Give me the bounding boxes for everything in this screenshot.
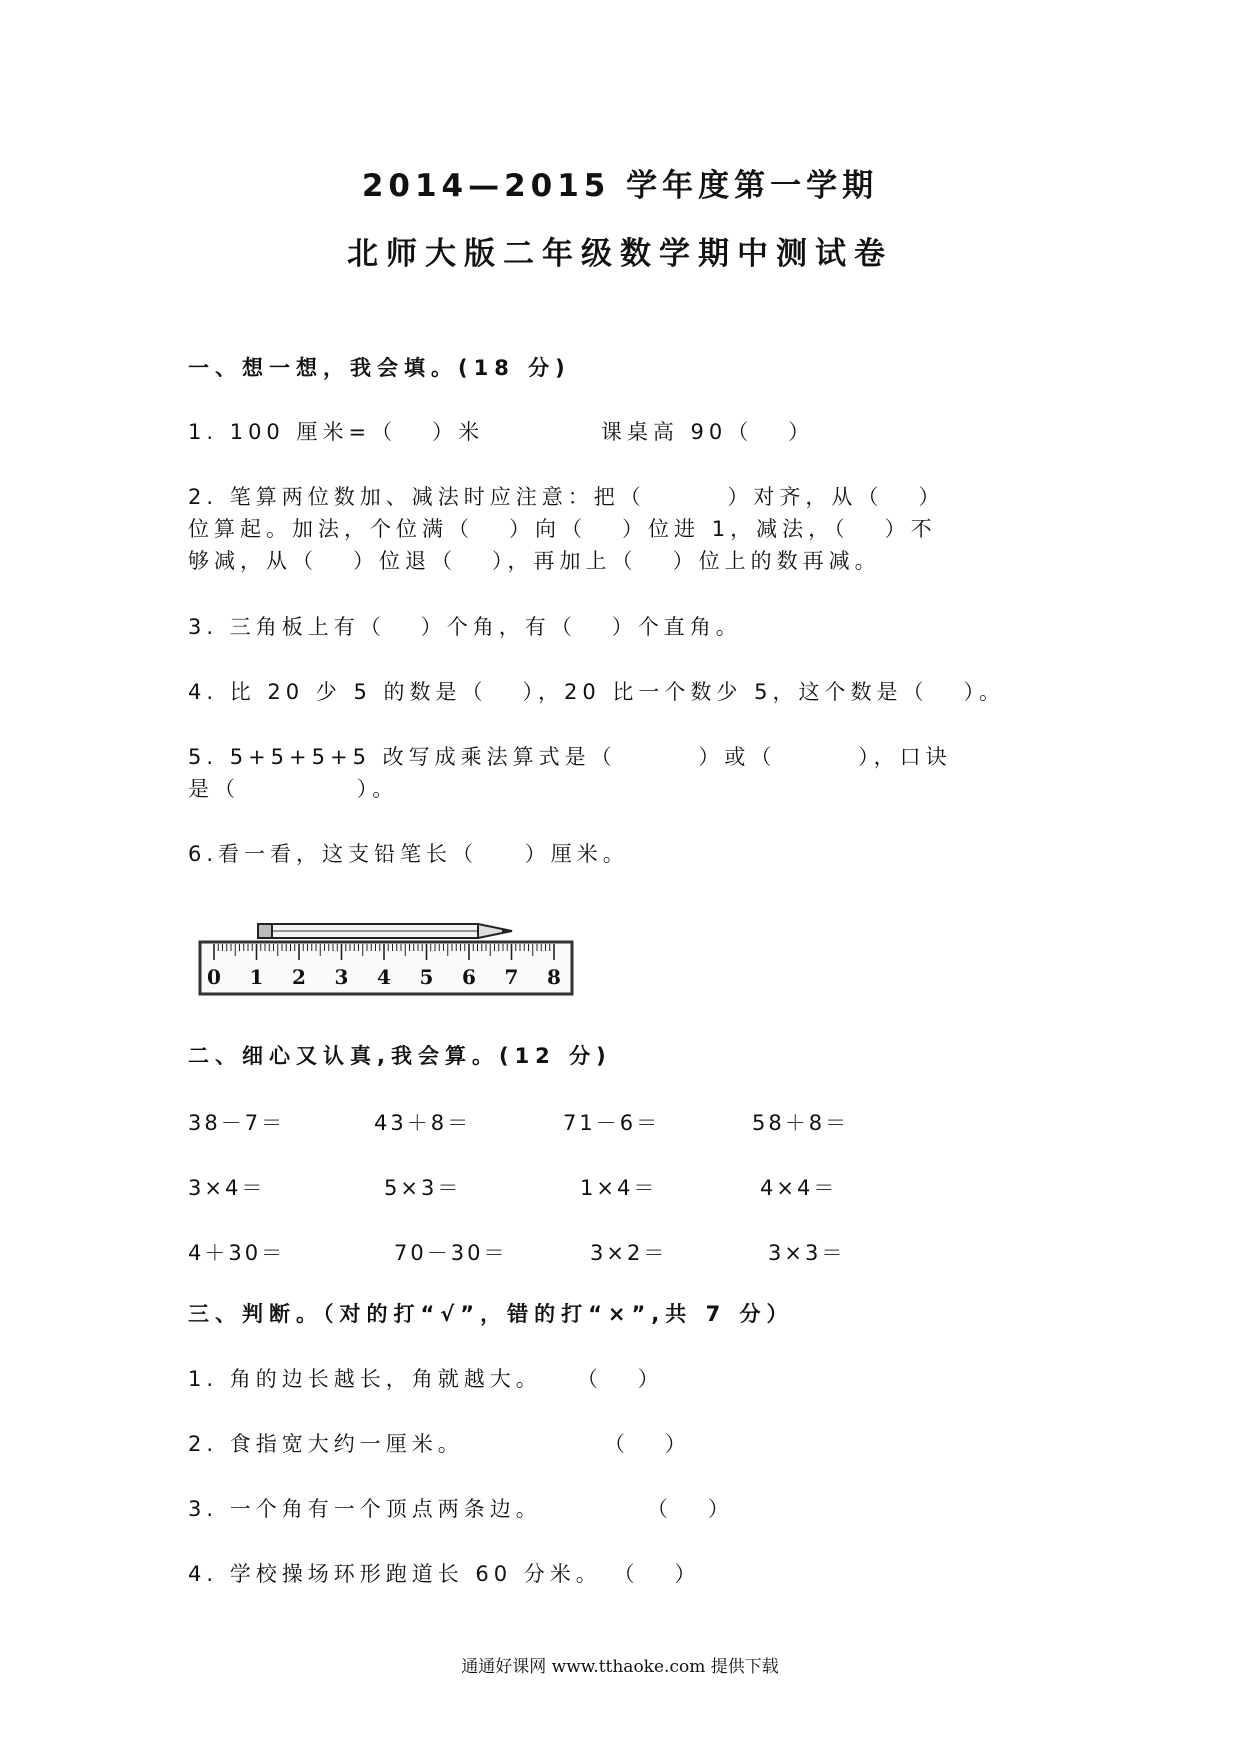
calc-r2-c1: 3×4＝ — [188, 1176, 266, 1200]
calc-r1-c4: 58＋8＝ — [752, 1111, 850, 1135]
section3-question-1: 1. 角的边长越长，角就越大。 （ ） — [188, 1367, 664, 1391]
ruler-icon — [200, 942, 572, 994]
calc-r2-c3: 1×4＝ — [580, 1176, 658, 1200]
section3-heading: 三、判断。（对的打“√”，错的打“×”,共 7 分） — [188, 1302, 794, 1326]
section1-question-2-line1: 2. 笔算两位数加、减法时应注意：把（ ）对齐，从（ ） — [188, 485, 945, 509]
section1-question-6: 6.看一看，这支铅笔长（ ）厘米。 — [188, 842, 629, 866]
pencil-icon — [258, 924, 512, 938]
calc-r1-c3: 71－6＝ — [563, 1111, 661, 1135]
ruler-number-1: 1 — [249, 965, 264, 989]
section2-heading: 二、细心又认真,我会算。(12 分) — [188, 1044, 612, 1068]
section3-question-2: 2. 食指宽大约一厘米。 （ ） — [188, 1432, 691, 1456]
pencil-ruler-illustration — [196, 914, 576, 1004]
section1-question-2-line2: 位算起。加法，个位满（ ）向（ ）位进 1，减法，（ ）不 — [188, 517, 937, 541]
ruler-number-4: 4 — [377, 965, 391, 989]
section1-question-5-line1: 5. 5+5+5+5 改写成乘法算式是（ ）或（ ），口诀 — [188, 745, 952, 769]
calc-r1-c2: 43＋8＝ — [374, 1111, 472, 1135]
footer-source-text: 通通好课网 www.tthaoke.com 提供下载 — [461, 1657, 779, 1677]
section1-question-4: 4. 比 20 少 5 的数是（ ），20 比一个数少 5，这个数是（ ）。 — [188, 680, 1005, 704]
section1-question-3: 3. 三角板上有（ ）个角，有（ ）个直角。 — [188, 615, 742, 639]
ruler-number-7: 7 — [504, 965, 519, 989]
calc-r3-c3: 3×2＝ — [590, 1241, 668, 1265]
section1-question-2-line3: 够减，从（ ）位退（ ），再加上（ ）位上的数再减。 — [188, 549, 881, 573]
title-line-1: 2014—2015 学年度第一学期 — [361, 168, 879, 204]
calc-r3-c1: 4＋30＝ — [188, 1241, 286, 1265]
calc-r3-c2: 70－30＝ — [394, 1241, 508, 1265]
section1-question-5-line2: 是（ ）。 — [188, 777, 399, 801]
ruler-number-0: 0 — [207, 965, 221, 989]
section3-question-4: 4. 学校操场环形跑道长 60 分米。 （ ） — [188, 1562, 701, 1586]
title-line-2: 北师大版二年级数学期中测试卷 — [347, 236, 893, 272]
section1-heading: 一、想一想，我会填。(18 分) — [188, 356, 571, 380]
ruler-number-6: 6 — [462, 965, 476, 989]
ruler-number-8: 8 — [547, 965, 561, 989]
calc-r3-c4: 3×3＝ — [768, 1241, 846, 1265]
ruler-number-2: 2 — [292, 965, 306, 989]
ruler-number-5: 5 — [419, 965, 434, 989]
calc-r2-c2: 5×3＝ — [384, 1176, 462, 1200]
ruler-number-3: 3 — [334, 965, 349, 989]
calc-r1-c1: 38－7＝ — [188, 1111, 286, 1135]
section3-question-3: 3. 一个角有一个顶点两条边。 （ ） — [188, 1497, 734, 1521]
section1-question-1: 1. 100 厘米=（ ）米 课桌高 90（ ） — [188, 420, 815, 444]
calc-r2-c4: 4×4＝ — [760, 1176, 838, 1200]
